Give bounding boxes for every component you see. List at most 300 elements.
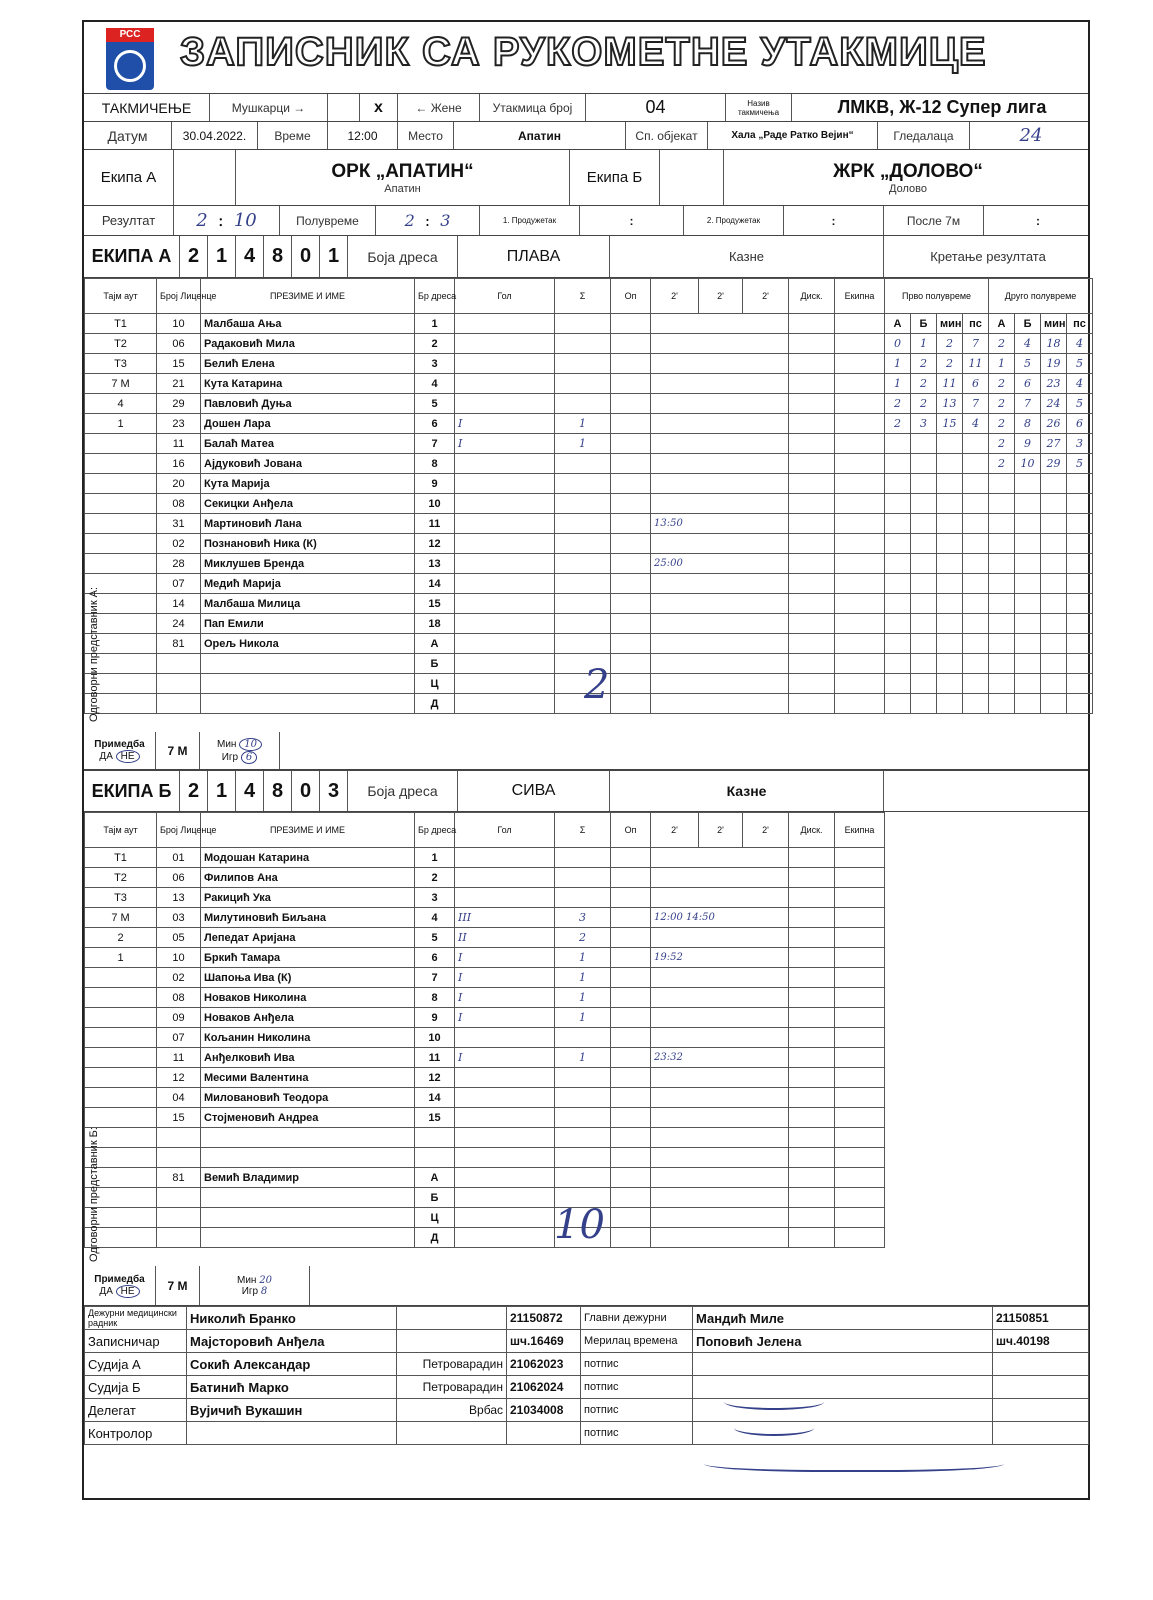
goal-tally: III (455, 908, 555, 928)
progress-cell (1067, 634, 1093, 654)
progress-cell (1015, 494, 1041, 514)
timeout-cell (85, 454, 157, 474)
jersey-number: 13 (415, 554, 455, 574)
license-cell: 02 (157, 968, 201, 988)
progress-cell (963, 534, 989, 554)
progress-row (885, 514, 1093, 534)
progress-col-header: А (989, 314, 1015, 334)
disq-cell (789, 574, 835, 594)
progress-cell (1041, 534, 1067, 554)
goal-sum (555, 354, 611, 374)
col-sum: Σ (555, 813, 611, 848)
timeout-cell (85, 988, 157, 1008)
jersey-number: 9 (415, 1008, 455, 1028)
official-name-2: Мандић Миле (693, 1307, 993, 1330)
progress-col-header: мин (937, 314, 963, 334)
progress-cell (1041, 654, 1067, 674)
progress-col-header: пс (963, 314, 989, 334)
goal-sum (555, 574, 611, 594)
final-score-a: 2 (196, 210, 208, 231)
warning-cell (611, 654, 651, 674)
progress-cell (911, 474, 937, 494)
official-city: Петроварадин (397, 1376, 507, 1399)
col-timeout: Тајм аут (85, 813, 157, 848)
player-row (85, 868, 885, 888)
half-label: Полувреме (280, 206, 376, 235)
excl-cell (835, 988, 885, 1008)
women-label: ← Жене (398, 94, 480, 121)
official-name-2 (693, 1353, 993, 1376)
progress-cell (989, 534, 1015, 554)
progress-cell (1015, 674, 1041, 694)
player-row (85, 1108, 885, 1128)
note-a-no: НЕ (116, 750, 140, 763)
player-row (85, 634, 885, 654)
timeout-cell: Т3 (85, 888, 157, 908)
player-name: Ајдуковић Јована (201, 454, 415, 474)
progress-cell (911, 534, 937, 554)
progress-cell (937, 494, 963, 514)
title-band (84, 22, 1088, 94)
progress-cell (963, 574, 989, 594)
progress-cell (1015, 614, 1041, 634)
excl-cell (835, 888, 885, 908)
progress-cell (1015, 554, 1041, 574)
timeout-cell (85, 554, 157, 574)
official-number: 21150872 (507, 1307, 581, 1330)
penalty-time (651, 1068, 789, 1088)
progress-cell: 1 (885, 374, 911, 394)
excl-cell (835, 868, 885, 888)
disq-cell (789, 534, 835, 554)
license-cell (157, 1188, 201, 1208)
official-row (85, 1353, 1089, 1376)
disq-cell (789, 1168, 835, 1188)
timeout-cell: 1 (85, 414, 157, 434)
team-b-city: Долово (889, 182, 927, 195)
warning-cell (611, 1068, 651, 1088)
license-cell: 03 (157, 908, 201, 928)
excl-cell (835, 654, 885, 674)
progress-cell (963, 694, 989, 714)
player-row (85, 908, 885, 928)
first-half-header: Прво полувреме (885, 279, 989, 314)
penalty-time (651, 928, 789, 948)
progress-col-header: Б (1015, 314, 1041, 334)
progress-cell: 23 (1041, 374, 1067, 394)
progress-cell (1015, 654, 1041, 674)
warning-cell (611, 634, 651, 654)
col-2min-a: 2' (651, 279, 699, 314)
license-cell: 15 (157, 1108, 201, 1128)
progress-cell (989, 634, 1015, 654)
player-row (85, 1028, 885, 1048)
progress-row (885, 434, 1093, 454)
penalty-time (651, 1148, 789, 1168)
col-goal: Гол (455, 279, 555, 314)
license-cell: 02 (157, 534, 201, 554)
jersey-number: 3 (415, 888, 455, 908)
col-timeout: Тајм аут (85, 279, 157, 314)
progress-cell (1041, 694, 1067, 714)
player-name: Модошан Катарина (201, 848, 415, 868)
license-cell (157, 1228, 201, 1248)
progress-cell: 4 (1015, 334, 1041, 354)
team-b-igr: 8 (260, 1285, 268, 1297)
license-cell: 81 (157, 634, 201, 654)
progress-cell: 2 (989, 434, 1015, 454)
team-a-total-goals: 2 (584, 662, 610, 708)
jersey-number: 8 (415, 988, 455, 1008)
penalty-time (651, 868, 789, 888)
progress-cell: 3 (1067, 434, 1093, 454)
timeout-cell: 4 (85, 394, 157, 414)
warning-cell (611, 1168, 651, 1188)
goal-tally (455, 354, 555, 374)
goal-tally: I (455, 434, 555, 454)
match-record-sheet (82, 20, 1090, 1500)
penalty-time (651, 574, 789, 594)
jersey-number: Ц (415, 674, 455, 694)
official-role: Записничар (85, 1330, 187, 1353)
jersey-number: 3 (415, 354, 455, 374)
penalties-a-label: Казне (610, 236, 884, 277)
goal-tally (455, 534, 555, 554)
excl-cell (835, 474, 885, 494)
jersey-number: А (415, 634, 455, 654)
timeout-cell: Т3 (85, 354, 157, 374)
timeout-cell: 2 (85, 928, 157, 948)
progress-cell: 5 (1067, 394, 1093, 414)
player-row (85, 1208, 885, 1228)
progress-cell (1041, 634, 1067, 654)
col-goal: Гол (455, 813, 555, 848)
license-cell (157, 1148, 201, 1168)
progress-cell: 11 (963, 354, 989, 374)
penalty-time (651, 634, 789, 654)
progress-cell (1067, 594, 1093, 614)
player-name (201, 1128, 415, 1148)
player-row (85, 594, 885, 614)
progress-cell (989, 654, 1015, 674)
player-name: Пап Емили (201, 614, 415, 634)
penalty-time (651, 694, 789, 714)
jersey-number: 7 (415, 968, 455, 988)
excl-cell (835, 1008, 885, 1028)
progress-cell (937, 674, 963, 694)
goal-tally (455, 454, 555, 474)
warning-cell (611, 354, 651, 374)
warning-cell (611, 414, 651, 434)
progress-row (885, 354, 1093, 374)
progress-cell (937, 534, 963, 554)
official-number-2: 21150851 (993, 1307, 1089, 1330)
goal-tally (455, 888, 555, 908)
goal-tally (455, 674, 555, 694)
license-cell: 08 (157, 494, 201, 514)
official-row (85, 1422, 1089, 1445)
official-number-2 (993, 1399, 1089, 1422)
goal-tally (455, 1168, 555, 1188)
disq-cell (789, 928, 835, 948)
progress-cell (885, 534, 911, 554)
jersey-number: Д (415, 694, 455, 714)
progress-cell (1067, 654, 1093, 674)
match-date: 30.04.2022. (172, 122, 258, 149)
progress-cell (1041, 614, 1067, 634)
license-cell: 11 (157, 434, 201, 454)
progress-cell (989, 574, 1015, 594)
teams-row (84, 150, 1088, 206)
progress-cell: 0 (885, 334, 911, 354)
goal-tally: I (455, 968, 555, 988)
official-role: Делегат (85, 1399, 187, 1422)
goal-tally (455, 634, 555, 654)
half-score-a: 2 (404, 211, 415, 230)
timeout-cell: Т1 (85, 848, 157, 868)
official-row (85, 1330, 1089, 1353)
disq-cell (789, 474, 835, 494)
goal-tally (455, 314, 555, 334)
progress-cell (989, 494, 1015, 514)
jersey-number: 10 (415, 494, 455, 514)
signature-referee-b (734, 1420, 814, 1436)
timeout-cell (85, 494, 157, 514)
disq-cell (789, 968, 835, 988)
progress-cell (911, 674, 937, 694)
progress-cell (937, 514, 963, 534)
warning-cell (611, 928, 651, 948)
progress-cell: 1 (989, 354, 1015, 374)
jersey-b-color: СИВА (458, 771, 610, 811)
player-name: Месими Валентина (201, 1068, 415, 1088)
progress-cell: 5 (1067, 454, 1093, 474)
jersey-number (415, 1128, 455, 1148)
official-name: Батинић Марко (187, 1376, 397, 1399)
progress-cell (911, 574, 937, 594)
official-name: Вујичић Вукашин (187, 1399, 397, 1422)
timeout-cell: Т2 (85, 868, 157, 888)
goal-tally: I (455, 1008, 555, 1028)
handball-icon (114, 50, 146, 82)
penalty-time (651, 434, 789, 454)
official-name: Мајсторовић Анђела (187, 1330, 397, 1353)
goal-sum (555, 374, 611, 394)
timeout-cell: 7 М (85, 374, 157, 394)
jersey-number: 11 (415, 514, 455, 534)
competition-label: ТАКМИЧЕЊЕ (84, 94, 210, 121)
progress-cell (937, 434, 963, 454)
penalty-time (651, 474, 789, 494)
timeout-cell: Т2 (85, 334, 157, 354)
progress-cell (885, 594, 911, 614)
progress-cell: 13 (937, 394, 963, 414)
license-cell: 05 (157, 928, 201, 948)
progress-cell (1041, 674, 1067, 694)
license-cell: 28 (157, 554, 201, 574)
excl-cell (835, 1188, 885, 1208)
excl-cell (835, 1148, 885, 1168)
signature-delegate (704, 1452, 1004, 1472)
player-name: Павловић Дуња (201, 394, 415, 414)
warning-cell (611, 314, 651, 334)
penalty-time (651, 1108, 789, 1128)
progress-row (885, 554, 1093, 574)
jersey-number: 8 (415, 454, 455, 474)
progress-cell: 19 (1041, 354, 1067, 374)
progress-cell: 2 (989, 394, 1015, 414)
progress-cell: 7 (963, 334, 989, 354)
official-number (507, 1422, 581, 1445)
disq-cell (789, 848, 835, 868)
timeout-cell (85, 474, 157, 494)
disq-cell (789, 554, 835, 574)
note-b-no: НЕ (116, 1285, 140, 1298)
official-name: Сокић Александар (187, 1353, 397, 1376)
disq-cell (789, 454, 835, 474)
goal-sum (555, 494, 611, 514)
license-cell (157, 1208, 201, 1228)
progress-cell (963, 434, 989, 454)
license-cell: 16 (157, 454, 201, 474)
warning-cell (611, 948, 651, 968)
col-license: Број Лиценце (157, 813, 201, 848)
timeout-cell (85, 514, 157, 534)
progress-row (885, 454, 1093, 474)
penalty-time (651, 1088, 789, 1108)
progress-cell: 11 (937, 374, 963, 394)
penalty-time (651, 968, 789, 988)
player-name: Радаковић Мила (201, 334, 415, 354)
competition-name: ЛМКВ, Ж-12 Супер лига (837, 97, 1047, 117)
jersey-number: 1 (415, 314, 455, 334)
progress-cell: 8 (1015, 414, 1041, 434)
official-city (397, 1422, 507, 1445)
player-name (201, 674, 415, 694)
player-name: Белић Елена (201, 354, 415, 374)
goal-tally (455, 694, 555, 714)
warning-cell (611, 534, 651, 554)
team-b-header: ЕКИПА Б 2 1 4 8 0 3 Боја дреса СИВА Казне (84, 770, 1088, 812)
progress-cell: 10 (1015, 454, 1041, 474)
player-row (85, 394, 885, 414)
progress-cell: 1 (911, 334, 937, 354)
jersey-number: 1 (415, 848, 455, 868)
warning-cell (611, 988, 651, 1008)
excl-cell (835, 554, 885, 574)
team-a-label: Екипа А (84, 150, 174, 205)
logo-text: РСС (106, 28, 154, 42)
player-name: Малбаша Ања (201, 314, 415, 334)
goal-tally (455, 1148, 555, 1168)
official-role-2: Мерилац времена (581, 1330, 693, 1353)
progress-cell (989, 674, 1015, 694)
player-name: Стојменовић Андреа (201, 1108, 415, 1128)
warning-cell (611, 1228, 651, 1248)
excl-cell (835, 694, 885, 714)
progress-cell (1067, 674, 1093, 694)
excl-cell (835, 534, 885, 554)
team-b-rep-label: Одговорни представник Б: (88, 1127, 100, 1262)
goal-tally: I (455, 414, 555, 434)
player-name: Анђелковић Ива (201, 1048, 415, 1068)
progress-cell (1067, 554, 1093, 574)
player-name: Новаков Николина (201, 988, 415, 1008)
player-name: Миловановић Теодора (201, 1088, 415, 1108)
goal-tally (455, 394, 555, 414)
place-label: Место (398, 122, 454, 149)
progress-cell (1067, 574, 1093, 594)
player-row (85, 514, 885, 534)
excl-cell (835, 1068, 885, 1088)
result-label: Резултат (84, 206, 174, 235)
player-name: Новаков Анђела (201, 1008, 415, 1028)
license-cell: 23 (157, 414, 201, 434)
disq-cell (789, 314, 835, 334)
disq-cell (789, 1108, 835, 1128)
disq-cell (789, 1228, 835, 1248)
team-a-igr: 6 (241, 751, 257, 764)
player-name: Кољанин Николина (201, 1028, 415, 1048)
goal-sum (555, 1108, 611, 1128)
jersey-number (415, 1148, 455, 1168)
date-label: Датум (84, 122, 172, 149)
jersey-number: 11 (415, 1048, 455, 1068)
goal-tally (455, 654, 555, 674)
goal-tally: II (455, 928, 555, 948)
player-row (85, 554, 885, 574)
official-city: Петроварадин (397, 1353, 507, 1376)
goal-tally (455, 1208, 555, 1228)
jersey-number: 6 (415, 948, 455, 968)
rss-logo (106, 28, 154, 90)
jersey-number: 14 (415, 574, 455, 594)
warning-cell (611, 434, 651, 454)
comp-name-label: Назив такмичења (726, 94, 792, 121)
license-cell: 04 (157, 1088, 201, 1108)
progress-cell: 7 (963, 394, 989, 414)
player-row (85, 434, 885, 454)
player-row (85, 1228, 885, 1248)
player-name: Мартиновић Лана (201, 514, 415, 534)
player-row (85, 888, 885, 908)
excl-cell (835, 1228, 885, 1248)
penalty-time (651, 334, 789, 354)
time-label: Време (258, 122, 328, 149)
player-row (85, 414, 885, 434)
official-role: Дежурни медицински радник (85, 1307, 187, 1330)
progress-cell (911, 654, 937, 674)
after7-label: После 7м (884, 206, 984, 235)
official-city: Врбас (397, 1399, 507, 1422)
goal-sum (555, 314, 611, 334)
goal-sum: 1 (555, 968, 611, 988)
warning-cell (611, 1108, 651, 1128)
timeout-cell (85, 1088, 157, 1108)
disq-cell (789, 374, 835, 394)
warning-cell (611, 1048, 651, 1068)
disq-cell (789, 334, 835, 354)
official-number: 21034008 (507, 1399, 581, 1422)
col-sum: Σ (555, 279, 611, 314)
timeout-cell: 1 (85, 948, 157, 968)
excl-cell (835, 928, 885, 948)
disq-cell (789, 1028, 835, 1048)
progress-cell: 15 (937, 414, 963, 434)
goal-sum (555, 1088, 611, 1108)
col-name: ПРЕЗИМЕ И ИМЕ (201, 279, 415, 314)
goal-tally: I (455, 948, 555, 968)
